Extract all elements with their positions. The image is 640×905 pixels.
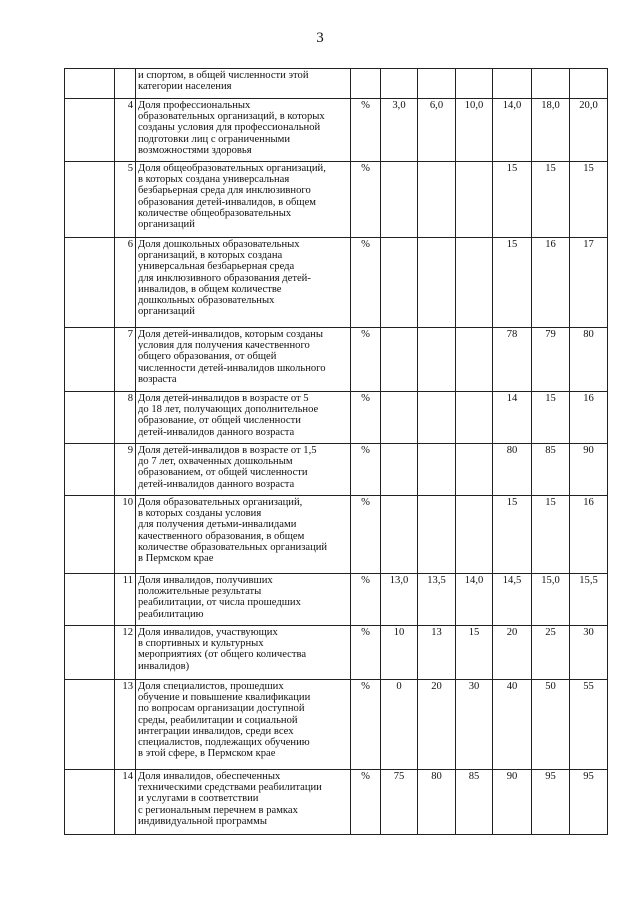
value-cell: 3,0 (381, 99, 418, 162)
unit-cell: % (351, 680, 381, 770)
table-row (65, 496, 608, 574)
table-row (65, 328, 608, 392)
value-cell (381, 69, 418, 99)
row-number: 13 (115, 680, 136, 770)
unit-cell (351, 69, 381, 99)
unit-cell: % (351, 238, 381, 328)
value-cell: 85 (532, 444, 570, 496)
value-cell: 16 (570, 392, 608, 444)
value-cell: 14,0 (493, 99, 532, 162)
indicator-name: Доля детей-инвалидов, которым созданы условия для получения качественного общего образования, от общей численности детей-инвалидов школьного возраста (136, 328, 351, 392)
value-cell (456, 69, 493, 99)
value-cell: 10 (381, 626, 418, 680)
value-cell: 20 (418, 680, 456, 770)
indicator-name: Доля детей-инвалидов в возрасте от 1,5 до 7 лет, охваченных дошкольным образованием, от общей численности детей-инвалидов данного возраста (136, 444, 351, 496)
blank-cell (65, 328, 115, 392)
indicator-name: Доля профессиональных образовательных организаций, в которых созданы условия для профессиональной подготовки лиц с ограниченными возможностями здоровья (136, 99, 351, 162)
value-cell: 55 (570, 680, 608, 770)
value-cell (570, 69, 608, 99)
value-cell: 15 (493, 496, 532, 574)
unit-cell: % (351, 496, 381, 574)
unit-cell: % (351, 328, 381, 392)
value-cell: 90 (493, 770, 532, 835)
value-cell: 20,0 (570, 99, 608, 162)
indicator-name: и спортом, в общей численности этой категории населения (136, 69, 351, 99)
indicator-name: Доля детей-инвалидов в возрасте от 5 до 18 лет, получающих дополнительное образование, от общей численности детей-инвалидов данного возраста (136, 392, 351, 444)
indicators-table (64, 68, 608, 835)
value-cell: 15 (532, 496, 570, 574)
unit-cell: % (351, 392, 381, 444)
row-number: 10 (115, 496, 136, 574)
indicator-name: Доля инвалидов, участвующих в спортивных и культурных мероприятиях (от общего количества инвалидов) (136, 626, 351, 680)
value-cell: 30 (456, 680, 493, 770)
value-cell: 50 (532, 680, 570, 770)
blank-cell (65, 444, 115, 496)
value-cell (456, 162, 493, 238)
blank-cell (65, 626, 115, 680)
unit-cell: % (351, 574, 381, 626)
table-row (65, 99, 608, 162)
value-cell (418, 392, 456, 444)
blank-cell (65, 69, 115, 99)
value-cell: 80 (493, 444, 532, 496)
value-cell: 15,5 (570, 574, 608, 626)
blank-cell (65, 680, 115, 770)
unit-cell: % (351, 770, 381, 835)
table-row (65, 162, 608, 238)
row-number: 5 (115, 162, 136, 238)
value-cell: 85 (456, 770, 493, 835)
table-row (65, 626, 608, 680)
indicator-name: Доля инвалидов, обеспеченных техническими средствами реабилитации и услугами в соответствии с региональным перечнем в рамках индивидуальной программы (136, 770, 351, 835)
value-cell (381, 328, 418, 392)
value-cell: 13,0 (381, 574, 418, 626)
value-cell (418, 496, 456, 574)
value-cell: 15 (532, 162, 570, 238)
row-number: 14 (115, 770, 136, 835)
value-cell: 15 (493, 238, 532, 328)
value-cell (418, 444, 456, 496)
value-cell (418, 69, 456, 99)
unit-cell: % (351, 626, 381, 680)
indicator-name: Доля общеобразовательных организаций, в которых создана универсальная безбарьерная среда для инклюзивного образования детей-инвалидов, в общем количестве общеобразовательных организаций (136, 162, 351, 238)
value-cell: 16 (570, 496, 608, 574)
value-cell: 95 (532, 770, 570, 835)
value-cell (493, 69, 532, 99)
table-body (65, 69, 608, 835)
value-cell (456, 328, 493, 392)
value-cell: 18,0 (532, 99, 570, 162)
row-number: 12 (115, 626, 136, 680)
value-cell: 30 (570, 626, 608, 680)
value-cell: 20 (493, 626, 532, 680)
value-cell: 80 (418, 770, 456, 835)
value-cell: 15 (570, 162, 608, 238)
value-cell (456, 392, 493, 444)
value-cell (532, 69, 570, 99)
row-number: 7 (115, 328, 136, 392)
blank-cell (65, 496, 115, 574)
value-cell: 80 (570, 328, 608, 392)
row-number: 4 (115, 99, 136, 162)
indicator-name: Доля специалистов, прошедших обучение и повышение квалификации по вопросам организации доступной среды, реабилитации и социальной интеграции инвалидов, среди всех специалистов, подлежащих обучению в этой сфере, в Пермском крае (136, 680, 351, 770)
value-cell: 13,5 (418, 574, 456, 626)
value-cell (381, 392, 418, 444)
value-cell: 15 (456, 626, 493, 680)
value-cell: 79 (532, 328, 570, 392)
value-cell: 14,0 (456, 574, 493, 626)
value-cell: 17 (570, 238, 608, 328)
value-cell: 75 (381, 770, 418, 835)
unit-cell: % (351, 444, 381, 496)
value-cell: 15 (532, 392, 570, 444)
row-number: 9 (115, 444, 136, 496)
table-row (65, 238, 608, 328)
unit-cell: % (351, 162, 381, 238)
value-cell (381, 444, 418, 496)
table-row (65, 392, 608, 444)
value-cell: 0 (381, 680, 418, 770)
value-cell (418, 328, 456, 392)
value-cell (456, 444, 493, 496)
row-number: 6 (115, 238, 136, 328)
value-cell: 15,0 (532, 574, 570, 626)
table-row (65, 680, 608, 770)
indicator-name: Доля инвалидов, получивших положительные результаты реабилитации, от числа прошедших реабилитацию (136, 574, 351, 626)
value-cell (381, 238, 418, 328)
value-cell (418, 238, 456, 328)
table-row (65, 444, 608, 496)
value-cell: 16 (532, 238, 570, 328)
value-cell: 6,0 (418, 99, 456, 162)
blank-cell (65, 238, 115, 328)
blank-cell (65, 770, 115, 835)
value-cell: 95 (570, 770, 608, 835)
table-row (65, 770, 608, 835)
value-cell: 15 (493, 162, 532, 238)
page-number: 3 (316, 30, 324, 46)
value-cell (456, 496, 493, 574)
indicator-name: Доля дошкольных образовательных организаций, в которых создана универсальная безбарьерная среда для инклюзивного образования детей- инвалидов, в общем количестве дошкольных образовательных организаций (136, 238, 351, 328)
table-row (65, 574, 608, 626)
value-cell: 25 (532, 626, 570, 680)
blank-cell (65, 574, 115, 626)
value-cell: 90 (570, 444, 608, 496)
value-cell (381, 162, 418, 238)
value-cell: 10,0 (456, 99, 493, 162)
unit-cell: % (351, 99, 381, 162)
value-cell: 14 (493, 392, 532, 444)
value-cell (418, 162, 456, 238)
row-number: 8 (115, 392, 136, 444)
indicator-name: Доля образовательных организаций, в которых созданы условия для получения детьми-инвалидами качественного образования, в общем количестве образовательных организаций в Пермском крае (136, 496, 351, 574)
value-cell: 13 (418, 626, 456, 680)
row-number: 11 (115, 574, 136, 626)
blank-cell (65, 392, 115, 444)
table-row (65, 69, 608, 99)
value-cell (381, 496, 418, 574)
blank-cell (65, 99, 115, 162)
value-cell: 14,5 (493, 574, 532, 626)
blank-cell (65, 162, 115, 238)
row-number (115, 69, 136, 99)
value-cell: 40 (493, 680, 532, 770)
value-cell: 78 (493, 328, 532, 392)
value-cell (456, 238, 493, 328)
